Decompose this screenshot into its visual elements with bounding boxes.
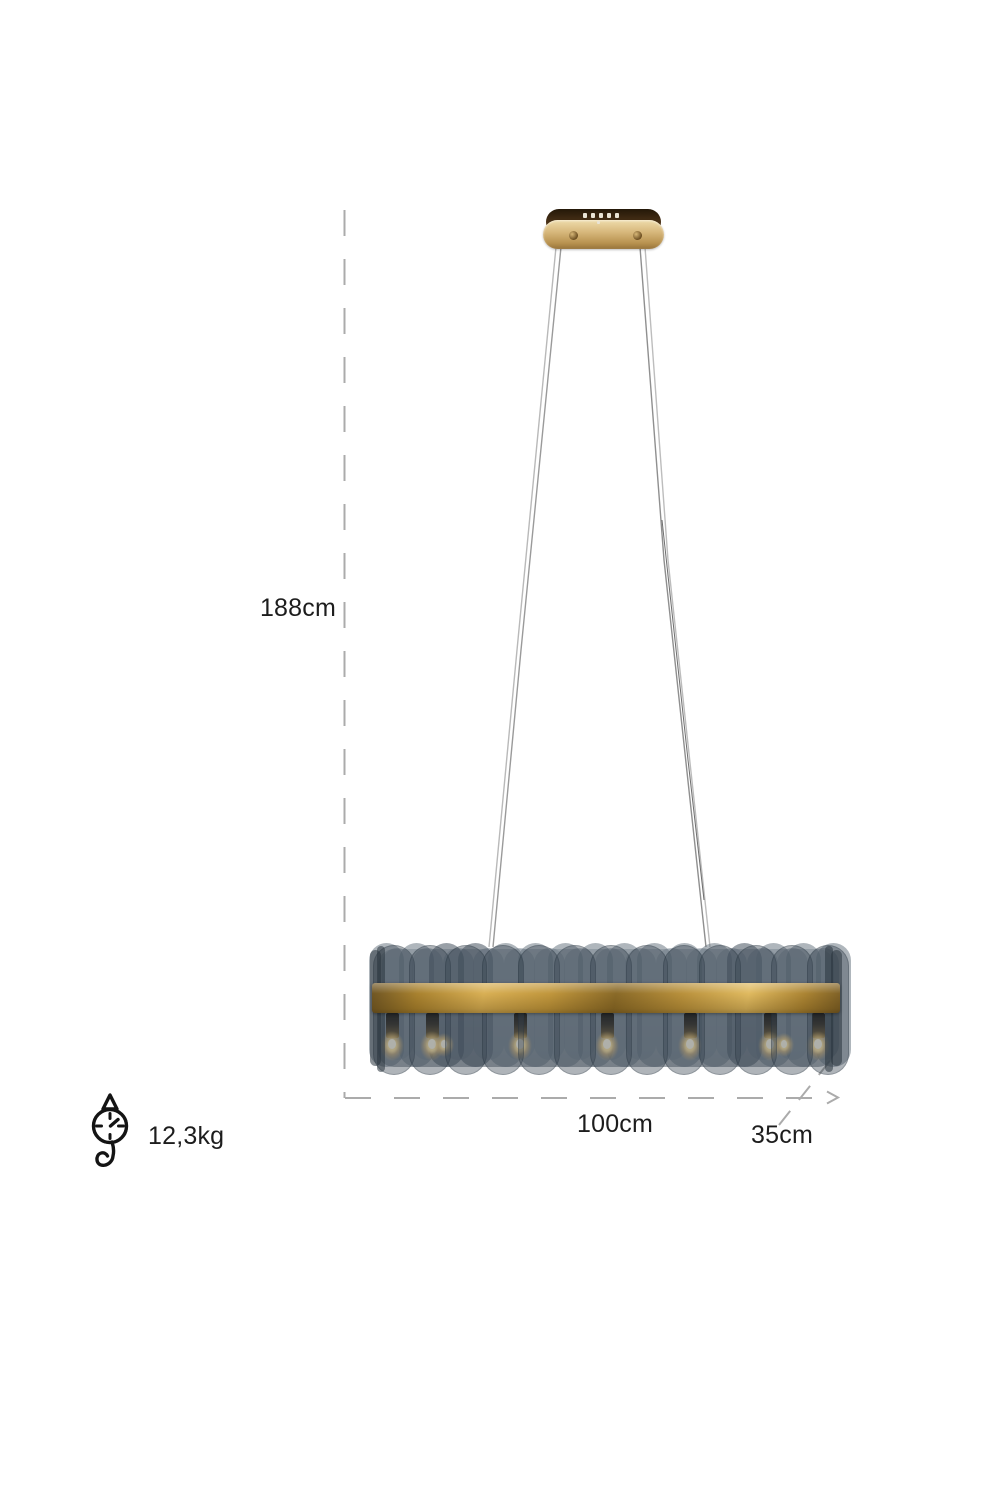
canopy-vent-hole — [615, 213, 619, 218]
canopy-vent-hole — [583, 213, 587, 218]
weight-label: 12,3kg — [148, 1121, 225, 1150]
cable-left-inner — [493, 247, 561, 947]
chandelier-body — [372, 941, 840, 1078]
hanging-scale-icon — [88, 1092, 132, 1180]
canopy-vent-hole — [607, 213, 611, 218]
canopy-vent-hole — [599, 213, 603, 218]
height-label: 188cm — [259, 594, 336, 622]
scale-pointer — [103, 1095, 117, 1109]
canopy-cable-screw — [633, 231, 642, 240]
canopy-vent-hole — [591, 213, 595, 218]
canopy-face — [543, 220, 664, 249]
cable-right-inner — [640, 247, 706, 947]
suspension-cables — [489, 247, 710, 947]
ceiling-canopy — [543, 209, 664, 250]
cable-left-outer — [489, 247, 556, 947]
scale-hook — [97, 1142, 114, 1165]
weight-info — [88, 1092, 224, 1180]
brass-band — [372, 983, 840, 1013]
width-arrowhead — [827, 1092, 838, 1104]
cable-right-outer — [645, 247, 710, 947]
canopy-vent-hole — [597, 221, 600, 224]
canopy-cable-screw — [569, 231, 578, 240]
cable-right-shadow — [662, 520, 704, 900]
width-label: 100cm — [577, 1110, 654, 1138]
depth-label: 35cm — [751, 1121, 813, 1149]
